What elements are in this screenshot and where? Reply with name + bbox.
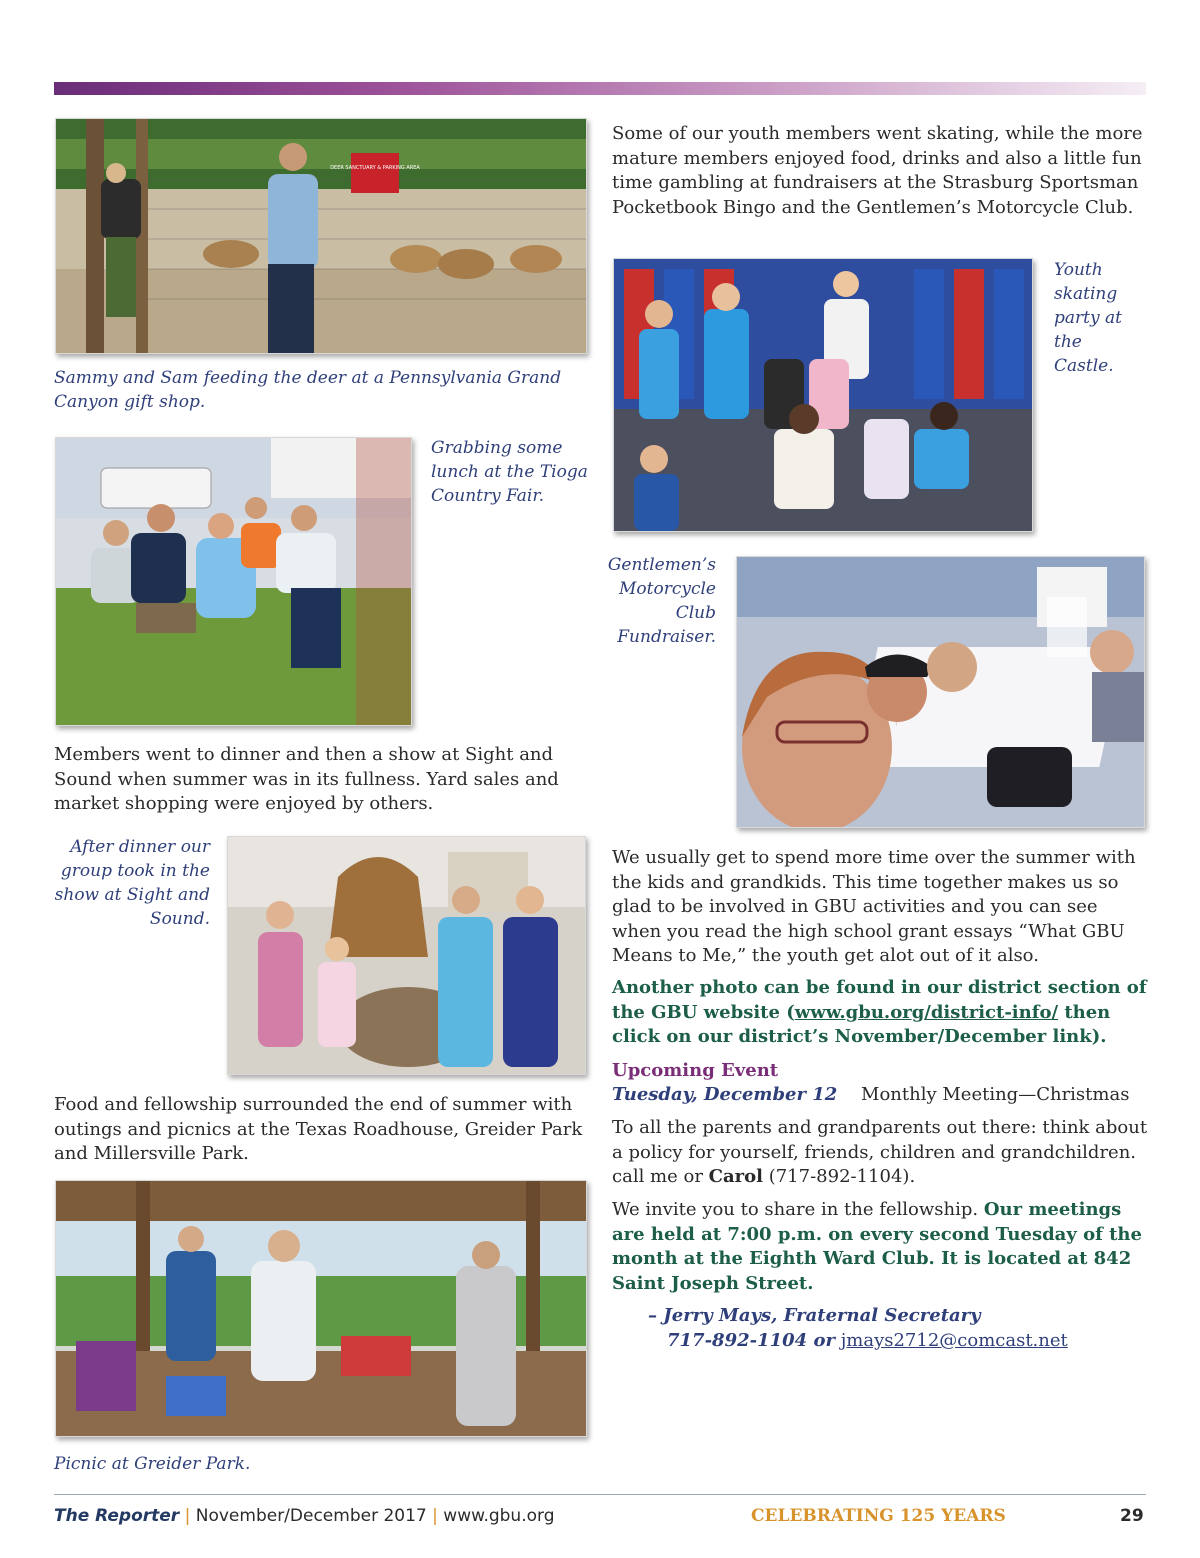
footer-publication: The Reporter [54,1506,180,1526]
footer-website[interactable]: www.gbu.org [443,1506,555,1526]
caption-skating: Youth skating party at the Castle. [1054,260,1122,376]
signature-name: – Jerry Mays, Fraternal Secretary [648,1305,981,1326]
district-info-link[interactable]: www.gbu.org/district-info/ [794,1001,1059,1023]
paragraph-invite [612,1198,1150,1296]
signature-email-link[interactable]: jmays2712@comcast.net [840,1330,1068,1351]
signature-phone: 717-892-1104 or [667,1330,835,1351]
paragraph-dinner-show: Members went to dinner and then a show at Sight and Sound when summer was in its fullness. Yard sales and market shopping were enjoyed by others. [54,744,559,814]
footer-page-number: 29 [1120,1506,1144,1526]
signature-contact [667,1329,1068,1354]
caption-picnic: Picnic at Greider Park. [54,1454,251,1474]
caption-tioga: Grabbing some lunch at the Tioga Country Fair. [431,438,588,506]
photo-deer-feeding [55,118,587,354]
upcoming-event-row [612,1083,1150,1108]
footer-separator-2: | [432,1506,438,1526]
policy-contact-phone: (717-892-1104) [762,1166,910,1187]
photo-tioga-fair [55,437,412,726]
event-date: Tuesday, December 12 [612,1084,838,1105]
footer-separator-1: | [184,1506,191,1526]
header-gradient-bar [54,82,1146,95]
footer-left [54,1506,555,1526]
paragraph-policy [612,1116,1150,1190]
caption-sight-sound: After dinner our group took in the show at Sight and Sound. [54,837,210,929]
photo-motorcycle-fundraiser [736,556,1145,828]
caption-motorcycle: Gentlemen’s Motorcycle Club Fundraiser. [607,555,716,647]
deer-sign-text: DEER SANCTUARY & PARKING AREA [330,165,420,171]
paragraph-summer-kids: We usually get to spend more time over the summer with the kids and grandkids. This time together makes us so glad to be involved in GBU activities and you can see when you read the high school grant essays “What GBU Means to Me,” the youth get alot out of it also. [612,847,1136,966]
policy-text: To all the parents and grandparents out there: think about a policy for yourself, friends, children and grandchildren. call me or [612,1117,1148,1187]
photo-picnic [55,1180,587,1437]
footer-tagline: CELEBRATING 125 YEARS [751,1506,1006,1526]
policy-contact-name: Carol [708,1166,763,1187]
policy-end: . [909,1166,916,1187]
paragraph-another-photo [612,976,1150,1050]
paragraph-food-fellowship: Food and fellowship surrounded the end of summer with outings and picnics at the Texas Roadhouse, Greider Park and Millersville Park. [54,1094,583,1164]
footer-divider [54,1494,1146,1495]
footer-issue: November/December 2017 [195,1506,427,1526]
paragraph-skating-intro: Some of our youth members went skating, while the more mature members enjoyed food, drinks and also a little fun time gambling at fundraisers at the Strasburg Sportsman Pocketbook Bingo and the Gentlemen’s Motorcycle Club. [612,123,1143,218]
event-name: Monthly Meeting—Christmas [861,1084,1130,1105]
caption-deer: Sammy and Sam feeding the deer at a Pennsylvania Grand Canyon gift shop. [54,368,562,412]
photo-sight-sound [227,836,586,1075]
invite-text: We invite you to share in the fellowship. [612,1199,984,1220]
upcoming-event-heading: Upcoming Event [612,1060,779,1081]
photo-youth-skating [613,258,1033,532]
another-photo-text-post: then click on our district’s November/December link). [612,1001,1111,1047]
another-photo-text-pre: Another photo can be found in our district section of the GBU website ( [612,977,1147,1023]
meeting-details: Our meetings are held at 7:00 p.m. on every second Tuesday of the month at the Eighth Ward Club. It is located at 842 Saint Joseph Street. [612,1199,1142,1294]
